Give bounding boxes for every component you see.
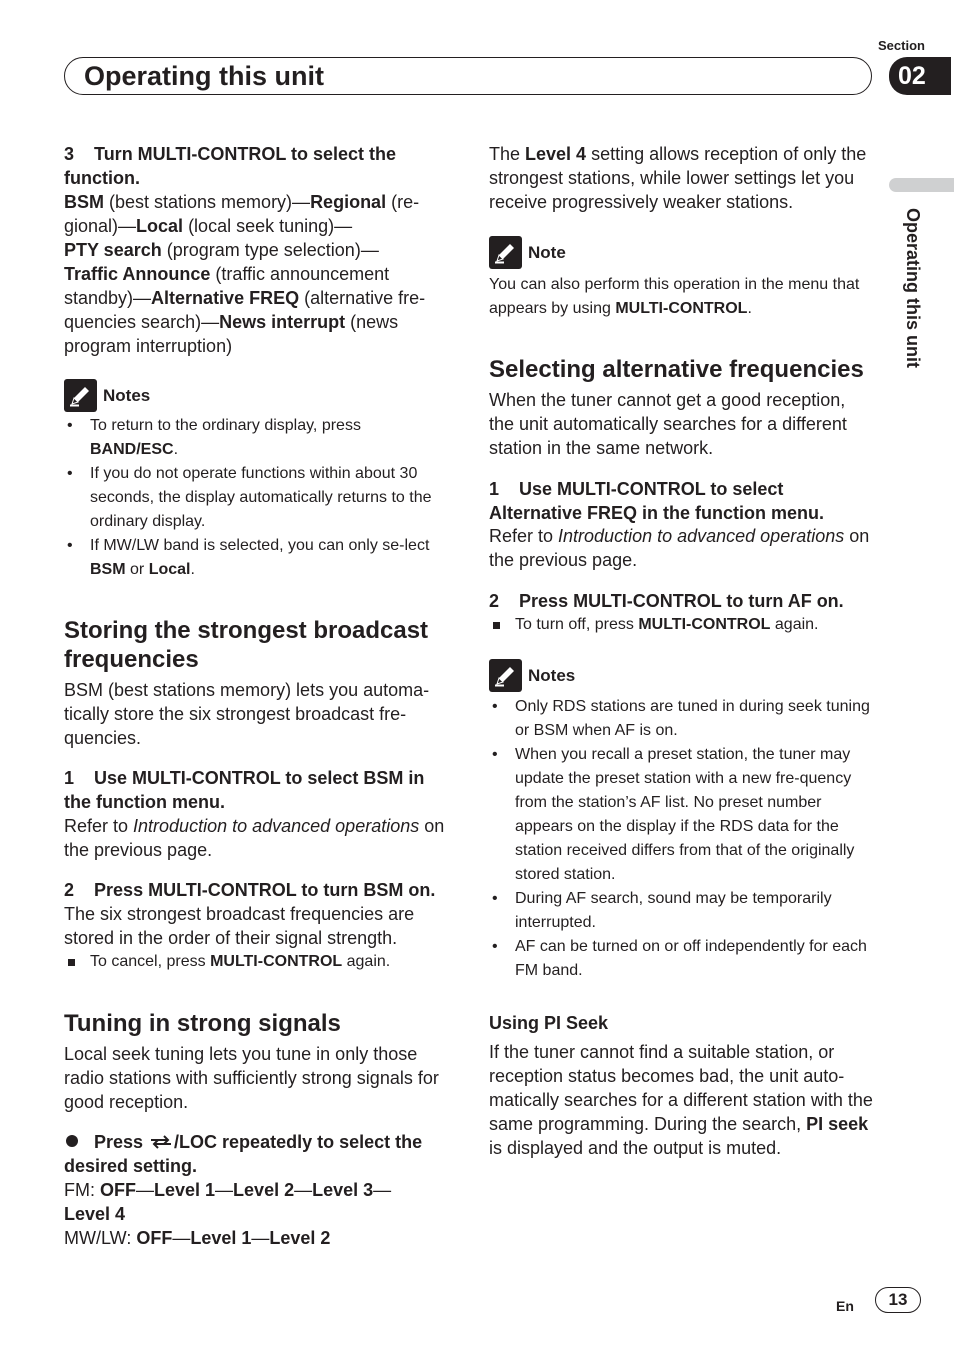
bullet-icon: • <box>492 938 498 955</box>
step-dot-icon <box>66 1135 78 1147</box>
function-list <box>64 190 454 358</box>
step-number: 2 <box>489 591 500 611</box>
desc-text: The <box>489 144 526 164</box>
cancel-text: To cancel, press <box>90 953 211 970</box>
note-text-part: . <box>747 300 752 317</box>
note-text: During AF search, sound may be temporarily interrupted. <box>515 890 832 931</box>
step-number: 1 <box>489 479 500 499</box>
storing-step-2-desc: The six strongest broadcast frequencies are stored in the order of their signal strength. <box>64 904 415 948</box>
function-alternative-freq: Alternative FREQ <box>151 288 300 308</box>
mw-levels <box>64 1226 454 1250</box>
note-text: . <box>173 441 179 458</box>
notes-list <box>489 695 874 983</box>
storing-step-2 <box>64 878 454 902</box>
note-text: Only RDS stations are tuned in during seek tuning or BSM when AF is on. <box>515 698 870 739</box>
notes-header <box>64 379 454 413</box>
note-text: When you recall a preset station, the tuner may update the preset station with a new fre-quency from the station’s AF list. No preset number appears on the display if the RDS data for the station received differs from that of the originally stored station. <box>515 746 855 883</box>
alt-freq-heading: Selecting alternative frequencies <box>489 356 864 383</box>
tuning-press-step <box>64 1130 454 1178</box>
level-value: Level 3 <box>312 1180 374 1200</box>
function-pty-search: PTY search <box>64 240 162 260</box>
desc-bold: Level 4 <box>525 144 587 164</box>
note-bold: BSM <box>90 561 126 578</box>
storing-step-1 <box>64 766 454 814</box>
refer-text: Refer to <box>489 526 559 546</box>
desc-text: setting allows reception of only the strongest stations, while lower settings let you receive progressively weaker stations. <box>489 144 867 212</box>
function-bsm: BSM <box>64 192 104 212</box>
step-text: /LOC repeatedly to select the desired setting. <box>64 1132 423 1176</box>
function-local: Local <box>136 216 184 236</box>
cancel-text: again. <box>342 953 391 970</box>
off-text: again. <box>770 616 819 633</box>
function-desc: (news program interruption) <box>64 312 399 356</box>
mw-label: MW/LW: <box>64 1228 137 1248</box>
off-text: To turn off, press <box>515 616 639 633</box>
page-language: En <box>836 1298 854 1314</box>
function-desc: (local seek tuning)— <box>183 216 353 236</box>
function-traffic-announce: Traffic Announce <box>64 264 211 284</box>
note-bold: MULTI-CONTROL <box>615 300 748 317</box>
note-bold: Local <box>148 561 191 578</box>
list-item <box>64 534 454 582</box>
fm-label: FM: <box>64 1180 100 1200</box>
list-item <box>489 695 874 743</box>
note-header <box>489 236 874 270</box>
note-label: Note <box>528 243 566 262</box>
level-value: Level 4 <box>64 1204 126 1224</box>
step-text: Press <box>94 1132 149 1152</box>
level-value: OFF <box>136 1228 173 1248</box>
step-number: 3 <box>64 144 75 164</box>
dash: — <box>172 1228 191 1248</box>
dash: — <box>215 1180 234 1200</box>
note-text: If you do not operate functions within about 30 seconds, the display automatically returns to the ordinary display. <box>90 465 432 530</box>
level-value: Level 1 <box>154 1180 216 1200</box>
note-text <box>489 273 874 321</box>
tuning-intro: Local seek tuning lets you tune in only those radio stations with sufficiently strong signals for good reception. <box>64 1044 439 1112</box>
section-number-badge: 02 <box>889 57 951 95</box>
refer-text: on the previous page. <box>489 526 870 570</box>
side-tab-label: Operating this unit <box>903 208 923 368</box>
pi-text: If the tuner cannot find a suitable station, or reception status becomes bad, the unit auto-matically searches for a different station with the same programming. During the search, <box>489 1042 873 1134</box>
notes-header <box>489 659 874 693</box>
level-value: OFF <box>100 1180 136 1200</box>
function-desc: (program type selection)— <box>161 240 379 260</box>
bullet-icon: • <box>492 890 498 907</box>
refer-text: on the previous page. <box>64 816 445 860</box>
step-number: 1 <box>64 768 75 788</box>
alt-turn-off <box>489 613 874 637</box>
note-text: To return to the ordinary display, press <box>90 417 361 434</box>
step-text: Press MULTI-CONTROL to turn AF on. <box>519 591 844 611</box>
off-bold: MULTI-CONTROL <box>638 616 771 633</box>
page-number: 13 <box>875 1287 921 1313</box>
function-regional: Regional <box>310 192 387 212</box>
refer-text: Refer to <box>64 816 134 836</box>
bullet-icon: • <box>67 537 73 554</box>
alt-step-1 <box>489 477 874 525</box>
function-desc: (best stations memory)— <box>104 192 311 212</box>
square-bullet-icon <box>493 622 500 629</box>
notes-list <box>64 414 454 582</box>
function-desc: (re-gional)— <box>64 192 420 236</box>
note-pencil-icon <box>64 379 97 412</box>
square-bullet-icon <box>68 959 75 966</box>
page-title: Operating this unit <box>84 61 324 91</box>
cancel-bold: MULTI-CONTROL <box>210 953 343 970</box>
note-text: If MW/LW band is selected, you can only se-lect <box>90 537 430 554</box>
list-item <box>64 462 454 534</box>
notes-label: Notes <box>103 386 151 405</box>
storing-heading: Storing the strongest broadcast frequencies <box>64 617 429 673</box>
fm-levels <box>64 1178 454 1226</box>
note-text-part: You can also perform this operation in the menu that appears by using <box>489 276 860 317</box>
storing-refer <box>64 814 454 862</box>
level4-description <box>489 142 874 214</box>
list-item <box>64 414 454 462</box>
tuning-heading: Tuning in strong signals <box>64 1010 341 1037</box>
section-label: Section <box>878 38 925 53</box>
refer-title: Introduction to advanced operations <box>558 526 845 546</box>
pi-seek-text <box>489 1040 874 1160</box>
bullet-icon: • <box>67 465 73 482</box>
list-item <box>489 743 874 887</box>
note-bold: BAND/ESC <box>90 441 174 458</box>
step-text: Press MULTI-CONTROL to turn BSM on. <box>94 880 436 900</box>
list-item <box>489 613 874 637</box>
step-text: Use MULTI-CONTROL to select Alternative FREQ in the function menu. <box>489 479 825 523</box>
note-text: AF can be turned on or off independently for each FM band. <box>515 938 867 979</box>
side-tab-bar <box>889 178 954 192</box>
alt-refer <box>489 524 874 572</box>
refer-title: Introduction to advanced operations <box>133 816 420 836</box>
bullet-icon: • <box>492 698 498 715</box>
dash: — <box>251 1228 270 1248</box>
level-value: Level 2 <box>269 1228 331 1248</box>
dash: — <box>373 1180 392 1200</box>
function-news-interrupt: News interrupt <box>219 312 346 332</box>
function-desc: (traffic announcement standby)— <box>64 264 390 308</box>
list-item <box>64 950 454 974</box>
level-value: Level 1 <box>190 1228 252 1248</box>
function-desc: (alternative fre-quencies search)— <box>64 288 426 332</box>
list-item <box>489 887 874 935</box>
local-loc-icon <box>148 1134 174 1150</box>
dash: — <box>294 1180 313 1200</box>
note-text: or <box>125 561 149 578</box>
level-value: Level 2 <box>233 1180 295 1200</box>
note-text: . <box>190 561 195 578</box>
alt-freq-intro: When the tuner cannot get a good reception, the unit automatically searches for a different station in the same network. <box>489 390 847 458</box>
note-pencil-icon <box>489 236 522 269</box>
step-number: 2 <box>64 880 75 900</box>
step-3 <box>64 142 454 190</box>
alt-step-2 <box>489 589 874 613</box>
bullet-icon: • <box>67 417 73 434</box>
list-item <box>489 935 874 983</box>
storing-intro: BSM (best stations memory) lets you automa-tically store the six strongest broadcast fre-quencies. <box>64 680 430 748</box>
step-text: Turn MULTI-CONTROL to select the function. <box>64 144 397 188</box>
note-pencil-icon <box>489 659 522 692</box>
storing-cancel <box>64 950 454 974</box>
bullet-icon: • <box>492 746 498 763</box>
pi-bold: PI seek <box>806 1114 869 1134</box>
pi-text: is displayed and the output is muted. <box>489 1138 782 1158</box>
dash: — <box>136 1180 154 1200</box>
pi-seek-heading: Using PI Seek <box>489 1013 609 1033</box>
step-text: Use MULTI-CONTROL to select BSM in the function menu. <box>64 768 425 812</box>
notes-label: Notes <box>528 666 576 685</box>
